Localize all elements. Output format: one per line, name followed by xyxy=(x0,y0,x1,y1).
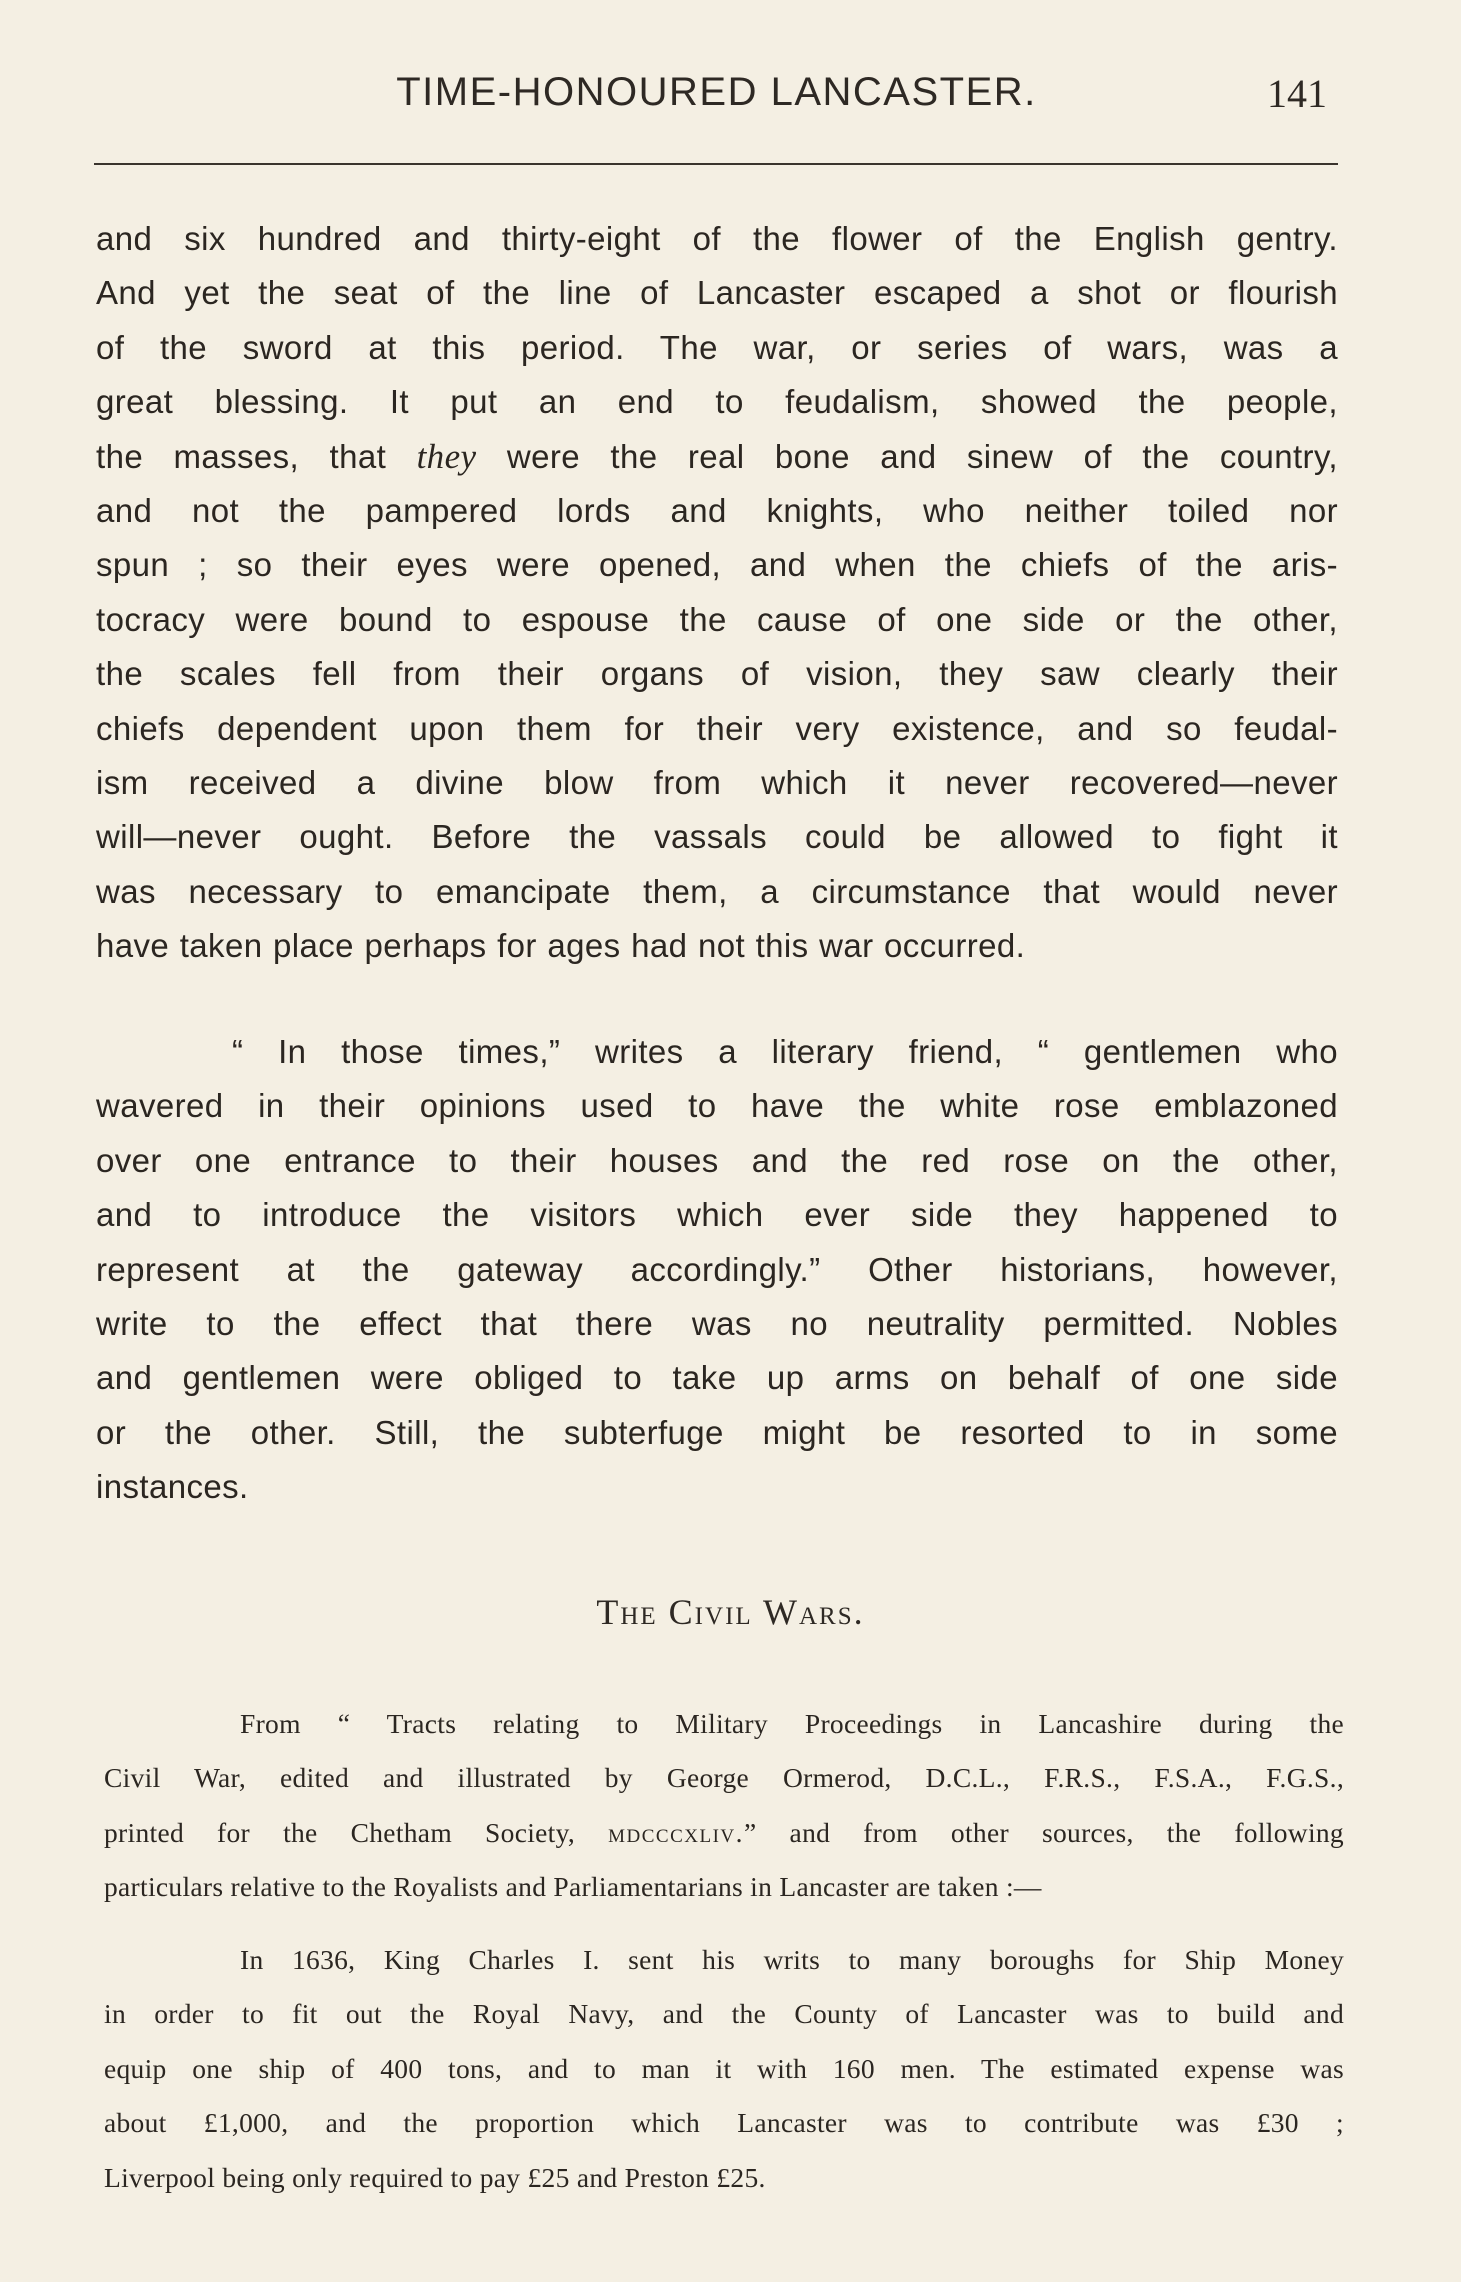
text-line: spun ; so their eyes were opened, and when the chiefs of the aris- xyxy=(96,546,1338,584)
text-line: chiefs dependent upon them for their very existence, and so feudal- xyxy=(96,709,1338,747)
text-segment: were the real bone and sinew of the country, xyxy=(506,437,1338,475)
text-line: and not the pampered lords and knights, who neither toiled nor xyxy=(96,491,1338,529)
text-line: particulars relative to the Royalists and Parliamentarians in Lancaster are taken :— xyxy=(104,1871,1042,1903)
text-line: and to introduce the visitors which ever side they happened to xyxy=(96,1196,1338,1234)
italic-emphasis: they xyxy=(416,436,477,476)
text-line: From “ Tracts relating to Military Proceedings in Lancashire during the xyxy=(240,1708,1344,1739)
text-line: great blessing. It put an end to feudalism, showed the people, xyxy=(96,383,1338,421)
text-line: the scales fell from their organs of vision, they saw clearly their xyxy=(96,655,1338,693)
text-line: have taken place perhaps for ages had not this war occurred. xyxy=(96,927,1026,965)
text-line: was necessary to emancipate them, a circumstance that would never xyxy=(96,872,1338,910)
paragraph-roses xyxy=(96,1025,1338,1515)
paragraph-ship-money xyxy=(104,1937,1344,2209)
roman-numeral-date: mdcccxliv. xyxy=(608,1816,744,1848)
text-line-with-italic xyxy=(96,430,1338,484)
text-line: instances. xyxy=(96,1468,249,1506)
text-line: wavered in their opinions used to have the white rose emblazoned xyxy=(96,1087,1338,1125)
text-line: write to the effect that there was no neutrality permitted. Nobles xyxy=(96,1304,1338,1342)
text-line: tocracy were bound to espouse the cause of one side or the other, xyxy=(96,600,1338,638)
text-line: Liverpool being only required to pay £25 and Preston £25. xyxy=(104,2161,766,2193)
text-line-with-small-caps xyxy=(104,1810,1344,1864)
text-line: about £1,000, and the proportion which Lancaster was to contribute was £30 ; xyxy=(104,2107,1344,2139)
text-line: Civil War, edited and illustrated by George Ormerod, D.C.L., F.R.S., F.S.A., F.G.S., xyxy=(104,1762,1344,1794)
text-line: or the other. Still, the subterfuge might be resorted to in some xyxy=(96,1413,1338,1451)
text-line: of the sword at this period. The war, or series of wars, was a xyxy=(96,328,1338,366)
running-title: TIME-HONOURED LANCASTER. xyxy=(396,70,1037,114)
paragraph-source-note xyxy=(104,1701,1344,1919)
header-rule xyxy=(94,163,1338,165)
text-line: and six hundred and thirty-eight of the flower of the English gentry. xyxy=(96,220,1338,257)
running-head xyxy=(98,62,1335,122)
text-line: will—never ought. Before the vassals could be allowed to fight it xyxy=(96,818,1338,856)
text-line: “ In those times,” writes a literary friend, “ gentlemen who xyxy=(232,1033,1338,1070)
section-heading: The Civil Wars. xyxy=(596,1592,865,1632)
text-line: In 1636, King Charles I. sent his writs to many boroughs for Ship Money xyxy=(240,1944,1344,1975)
text-line: over one entrance to their houses and the red rose on the other, xyxy=(96,1141,1338,1179)
text-segment: ” and from other sources, the following xyxy=(744,1816,1344,1848)
text-segment: the masses, that xyxy=(96,437,387,475)
paragraph-feudalism xyxy=(96,212,1338,973)
text-line: ism received a divine blow from which it never recovered—never xyxy=(96,763,1338,801)
text-line: and gentlemen were obliged to take up arms on behalf of one side xyxy=(96,1359,1338,1397)
text-line: And yet the seat of the line of Lancaster escaped a shot or flourish xyxy=(96,274,1338,312)
text-line: in order to fit out the Royal Navy, and the County of Lancaster was to build and xyxy=(104,1998,1344,2030)
text-line: represent at the gateway accordingly.” Other historians, however, xyxy=(96,1250,1338,1288)
text-segment: printed for the Chetham Society, xyxy=(104,1816,576,1848)
page-number: 141 xyxy=(1267,71,1327,116)
text-line: equip one ship of 400 tons, and to man it with 160 men. The estimated expense was xyxy=(104,2052,1344,2084)
